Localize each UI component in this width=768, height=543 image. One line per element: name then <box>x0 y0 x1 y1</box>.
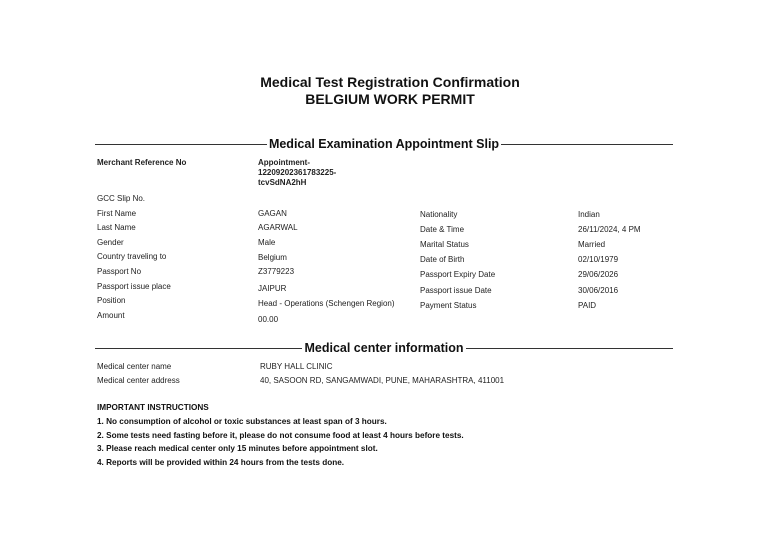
last-name-label: Last Name <box>97 223 136 232</box>
merchant-ref-label: Merchant Reference No <box>97 158 187 167</box>
first-name-value: GAGAN <box>258 209 287 218</box>
position-label: Position <box>97 296 126 305</box>
instruction-item: 3. Please reach medical center only 15 minutes before appointment slot. <box>97 444 378 453</box>
passport-no-value: Z3779223 <box>258 267 295 276</box>
merchant-ref-line: Appointment- <box>258 158 310 167</box>
passport-expiry-label: Passport Expiry Date <box>420 270 496 279</box>
center-name-label: Medical center name <box>97 362 172 371</box>
passport-expiry-value: 29/06/2026 <box>578 270 619 279</box>
divider <box>466 348 673 349</box>
merchant-ref-line: 12209202361783225- <box>258 168 337 177</box>
dob-value: 02/10/1979 <box>578 255 619 264</box>
divider <box>95 348 302 349</box>
marital-status-value: Married <box>578 240 606 249</box>
passport-place-value: JAIPUR <box>258 284 287 293</box>
instruction-item: 4. Reports will be provided within 24 hours from the tests done. <box>97 458 345 467</box>
divider <box>95 144 267 145</box>
payment-status-value: PAID <box>578 301 597 310</box>
center-section-header <box>95 340 673 356</box>
nationality-value: Indian <box>578 210 600 219</box>
first-name-label: First Name <box>97 209 137 218</box>
passport-place-label: Passport issue place <box>97 282 171 291</box>
page-title: Medical Test Registration Confirmation <box>260 74 520 90</box>
payment-status-label: Payment Status <box>420 301 477 310</box>
center-address-value: 40, SASOON RD, SANGAMWADI, PUNE, MAHARASHTRA, 411001 <box>260 376 505 385</box>
passport-no-label: Passport No <box>97 267 142 276</box>
page-subtitle: BELGIUM WORK PERMIT <box>305 91 475 107</box>
passport-issue-date-label: Passport issue Date <box>420 286 492 295</box>
center-address-label: Medical center address <box>97 376 180 385</box>
appointment-section-header <box>95 136 673 152</box>
date-time-label: Date & Time <box>420 225 465 234</box>
nationality-label: Nationality <box>420 210 458 219</box>
dob-label: Date of Birth <box>420 255 465 264</box>
divider <box>501 144 673 145</box>
gcc-slip-label: GCC Slip No. <box>97 194 146 203</box>
date-time-value: 26/11/2024, 4 PM <box>578 225 641 234</box>
gender-label: Gender <box>97 238 124 247</box>
center-section-title: Medical center information <box>304 341 464 355</box>
instruction-item: 1. No consumption of alcohol or toxic substances at least span of 3 hours. <box>97 417 387 426</box>
passport-issue-date-value: 30/06/2016 <box>578 286 619 295</box>
instructions-title: IMPORTANT INSTRUCTIONS <box>97 403 209 412</box>
last-name-value: AGARWAL <box>258 223 298 232</box>
instruction-item: 2. Some tests need fasting before it, please do not consume food at least 4 hours before tests. <box>97 431 464 440</box>
gender-value: Male <box>258 238 276 247</box>
amount-label: Amount <box>97 311 125 320</box>
marital-status-label: Marital Status <box>420 240 469 249</box>
merchant-ref-line: tcvSdNA2hH <box>258 178 307 187</box>
appointment-section-title: Medical Examination Appointment Slip <box>268 137 500 151</box>
center-name-value: RUBY HALL CLINIC <box>260 362 333 371</box>
amount-value: 00.00 <box>258 315 279 324</box>
position-value: Head - Operations (Schengen Region) <box>258 299 395 308</box>
country-value: Belgium <box>258 253 287 262</box>
country-label: Country traveling to <box>97 252 167 261</box>
